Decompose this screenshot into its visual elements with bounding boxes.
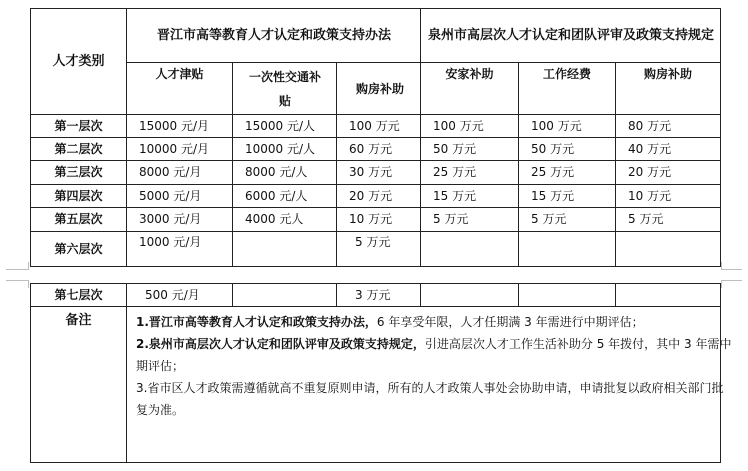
row-work-fund: 25 万元: [531, 165, 575, 179]
row-allowance: 8000 元/月: [139, 165, 202, 179]
row-transport: 10000 元/人: [245, 141, 316, 156]
remark-2-text: 引进高层次人才工作生活补助分 5 年拨付，其中 3 年需中期评估；: [136, 337, 732, 373]
row-level: 第二层次: [54, 141, 103, 156]
row-level: 第六层次: [54, 241, 103, 256]
remark-item-2: [136, 333, 732, 377]
header-transport: 一次性交通补贴: [248, 69, 321, 108]
row-level: 第一层次: [54, 118, 103, 133]
table-rule: [30, 306, 720, 307]
row-housing-jinjiang: 3 万元: [355, 287, 391, 302]
row-transport: 8000 元/人: [245, 165, 308, 179]
row-housing-quanzhou: 40 万元: [628, 141, 672, 156]
page-break-mark: [722, 280, 742, 281]
table-rule: [126, 283, 127, 463]
row-settle: [421, 232, 518, 252]
page-break-mark: [721, 262, 722, 270]
page-break-mark: [28, 262, 29, 270]
page-break-mark: [721, 280, 722, 288]
header-housing-jinjiang: 购房补助: [355, 81, 404, 96]
row-transport: 6000 元/人: [245, 188, 308, 203]
row-work-fund: 15 万元: [531, 188, 575, 203]
row-settle: 50 万元: [433, 141, 477, 156]
row-level: 第七层次: [54, 287, 103, 302]
header-quanzhou-policy: 泉州市高层次人才认定和团队评审及政策支持规定: [428, 27, 714, 43]
row-transport: 15000 元/人: [245, 118, 316, 133]
row-allowance: 5000 元/月: [139, 188, 202, 203]
row-housing-quanzhou: 80 万元: [628, 118, 672, 133]
row-allowance: 10000 元/月: [139, 141, 210, 156]
header-allowance: 人才津贴: [155, 67, 204, 81]
row-level: 第五层次: [54, 212, 103, 226]
row-transport: [233, 232, 336, 252]
row-housing-jinjiang: 30 万元: [349, 165, 393, 179]
row-transport: 4000 元人: [245, 212, 304, 226]
table-rule: [30, 462, 720, 463]
row-settle: 15 万元: [433, 188, 477, 203]
row-transport: [233, 284, 336, 306]
row-housing-quanzhou: 5 万元: [628, 212, 664, 226]
row-work-fund: [519, 284, 615, 306]
remark-2-title: 2.泉州市高层次人才认定和团队评审及政策支持规定，: [136, 337, 425, 351]
page-break-mark: [722, 269, 742, 270]
row-allowance: 3000 元/月: [139, 212, 202, 226]
row-housing-quanzhou: [616, 284, 720, 306]
table-rule: [30, 266, 720, 267]
row-housing-quanzhou: [616, 232, 720, 252]
header-category: 人才类别: [52, 54, 105, 69]
row-work-fund: 100 万元: [531, 118, 582, 133]
row-settle: 5 万元: [433, 212, 469, 226]
row-housing-jinjiang: 10 万元: [349, 212, 393, 226]
page-break-mark: [28, 280, 29, 288]
row-housing-jinjiang: 5 万元: [355, 234, 391, 249]
remark-item-3: 3.省市区人才政策需遵循就高不重复原则申请，所有的人才政策人事处会协助申请，申请批复以政府相关部门批复为准。: [136, 381, 724, 417]
page-break-mark: [6, 269, 28, 270]
row-settle: [421, 284, 518, 306]
row-housing-quanzhou: 20 万元: [628, 165, 672, 179]
row-allowance: 15000 元/月: [139, 118, 210, 133]
remark-1-text: 6 年享受年限，人才任期满 3 年需进行中期评估；: [376, 315, 644, 329]
row-work-fund: [519, 232, 615, 252]
header-work-fund: 工作经费: [542, 67, 591, 81]
remarks-label: 备注: [65, 312, 92, 328]
header-jinjiang-policy: 晋江市高等教育人才认定和政策支持办法: [156, 27, 391, 43]
row-housing-jinjiang: 60 万元: [349, 141, 393, 156]
row-settle: 25 万元: [433, 165, 477, 179]
row-work-fund: 50 万元: [531, 141, 575, 156]
row-work-fund: 5 万元: [531, 212, 567, 226]
page-break-mark: [6, 280, 28, 281]
row-housing-jinjiang: 100 万元: [349, 118, 400, 133]
row-allowance: 1000 元/月: [139, 234, 202, 249]
row-level: 第三层次: [54, 165, 103, 179]
row-level: 第四层次: [54, 188, 103, 203]
remark-1-title: 1.晋江市高等教育人才认定和政策支持办法，: [136, 315, 377, 329]
header-housing-quanzhou: 购房补助: [643, 67, 692, 81]
remarks-body: [136, 311, 732, 421]
header-settle: 安家补助: [445, 67, 494, 81]
row-allowance: 500 元/月: [145, 287, 200, 302]
remark-item-1: [136, 311, 732, 333]
row-housing-quanzhou: 10 万元: [628, 188, 672, 203]
table-rule: [720, 8, 721, 267]
row-housing-jinjiang: 20 万元: [349, 188, 393, 203]
row-settle: 100 万元: [433, 118, 484, 133]
